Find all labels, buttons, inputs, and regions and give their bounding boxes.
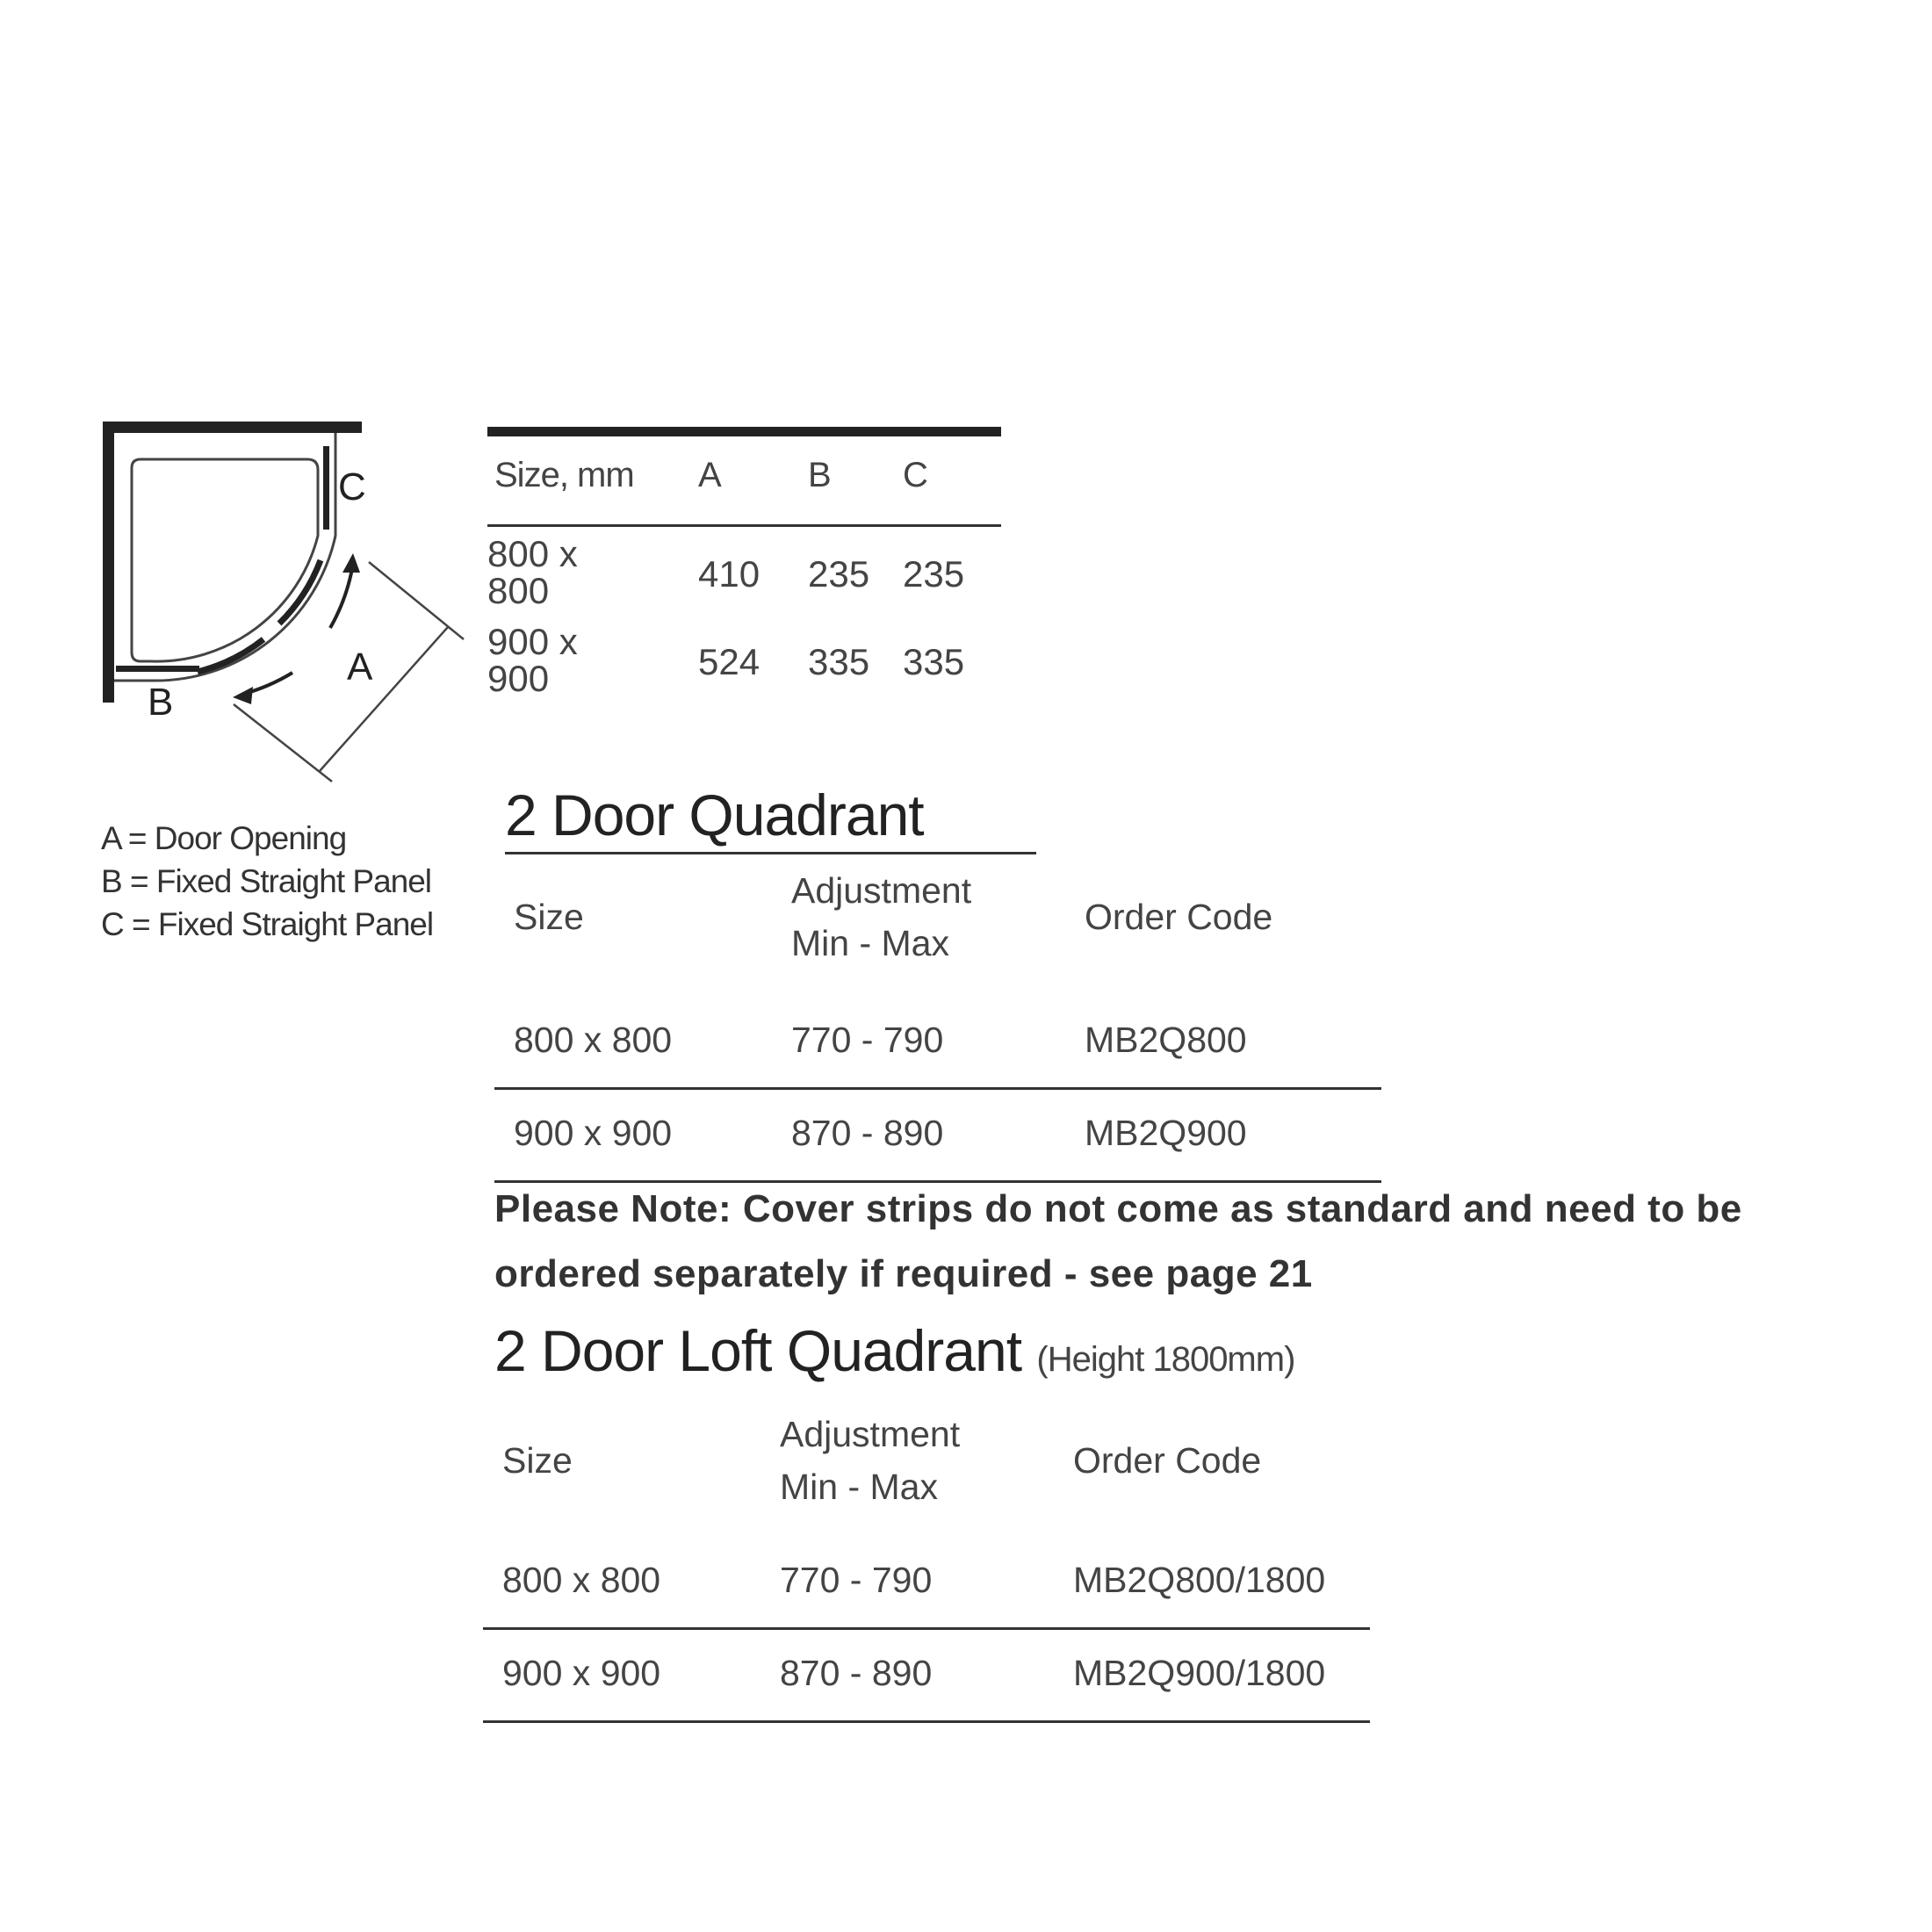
legend-item: C = Fixed Straight Panel <box>101 906 434 942</box>
row-adjustment: 770 - 790 <box>780 1560 933 1600</box>
header-size: Size <box>514 897 584 937</box>
header-a: A <box>698 456 722 494</box>
table-row <box>487 527 1001 615</box>
header-min-max: Min - Max <box>780 1467 938 1507</box>
dimension-table-top-rule <box>487 427 1001 436</box>
header-order-code: Order Code <box>1073 1440 1262 1481</box>
row-adjustment: 870 - 890 <box>791 1113 944 1153</box>
table-row <box>487 615 1001 703</box>
row-adjustment: 770 - 790 <box>791 1020 944 1060</box>
row-order-code: MB2Q800 <box>1085 1020 1247 1060</box>
section-subtitle: (Height 1800mm) <box>1036 1340 1295 1379</box>
row-b: 335 <box>808 641 870 682</box>
header-min-max: Min - Max <box>791 923 949 963</box>
section-title-rule <box>505 852 1036 854</box>
row-a: 524 <box>698 641 761 682</box>
row-c: 335 <box>903 641 965 682</box>
header-adjustment: Adjustment <box>791 870 972 911</box>
diagram-label-c: C <box>338 465 366 508</box>
header-adjustment: Adjustment <box>780 1414 961 1454</box>
order-table-header <box>483 1405 1370 1537</box>
header-c: C <box>903 456 928 494</box>
size-line: 800 <box>487 570 550 611</box>
row-order-code: MB2Q900/1800 <box>1073 1653 1326 1693</box>
arrow-up-curve <box>330 564 353 628</box>
row-size <box>487 621 619 699</box>
section-title-text: 2 Door Loft Quadrant <box>494 1318 1022 1383</box>
dim-line-a <box>320 627 448 771</box>
order-table-2-door-loft-quadrant <box>483 1405 1370 1723</box>
dim-ext-bottom <box>234 704 332 782</box>
header-size: Size, mm <box>494 456 634 494</box>
side-wall <box>103 422 114 703</box>
header-order-code: Order Code <box>1085 897 1273 937</box>
order-table-2-door-quadrant <box>494 865 1381 1183</box>
table-row <box>494 1090 1381 1183</box>
dim-ext-top <box>369 562 464 639</box>
arrow-up-head <box>342 553 360 573</box>
size-line: 900 <box>487 658 550 699</box>
table-row <box>494 997 1381 1090</box>
table-row <box>483 1630 1370 1723</box>
size-line: 800 x <box>487 533 578 574</box>
row-c: 235 <box>903 553 965 595</box>
back-wall <box>103 422 362 433</box>
dimension-table <box>487 427 1001 703</box>
row-adjustment: 870 - 890 <box>780 1653 933 1693</box>
row-order-code: MB2Q800/1800 <box>1073 1560 1326 1600</box>
legend-item: A = Door Opening <box>101 820 347 856</box>
row-a: 410 <box>698 553 761 595</box>
row-size: 900 x 900 <box>514 1113 673 1153</box>
shower-tray <box>132 459 318 661</box>
row-size: 800 x 800 <box>502 1560 661 1600</box>
enclosure-frame <box>114 433 335 681</box>
row-b: 235 <box>808 553 870 595</box>
diagram-label-a: A <box>347 645 373 688</box>
legend-item: B = Fixed Straight Panel <box>101 863 432 899</box>
row-order-code: MB2Q900 <box>1085 1113 1247 1153</box>
row-size: 900 x 900 <box>502 1653 661 1693</box>
panel-b <box>116 666 199 672</box>
header-size: Size <box>502 1440 573 1481</box>
quadrant-diagram-svg <box>88 413 492 799</box>
section-title-2-door-quadrant: 2 Door Quadrant <box>505 782 924 847</box>
size-line: 900 x <box>487 621 578 662</box>
order-table-header <box>494 865 1381 997</box>
panel-c <box>323 446 329 530</box>
row-size <box>487 533 619 611</box>
diagram-legend <box>101 817 433 946</box>
row-size: 800 x 800 <box>514 1020 673 1060</box>
table-row <box>483 1537 1370 1630</box>
dimension-table-header <box>487 436 1001 527</box>
enclosure-diagram <box>88 413 492 799</box>
arrow-left-head <box>233 687 253 704</box>
diagram-label-b: B <box>148 681 174 724</box>
section-title-2-door-loft-quadrant <box>494 1317 1294 1384</box>
header-b: B <box>808 456 832 494</box>
cover-strips-note: Please Note: Cover strips do not come as standard and need to be ordered separately if required - see page 21 <box>494 1187 1742 1295</box>
